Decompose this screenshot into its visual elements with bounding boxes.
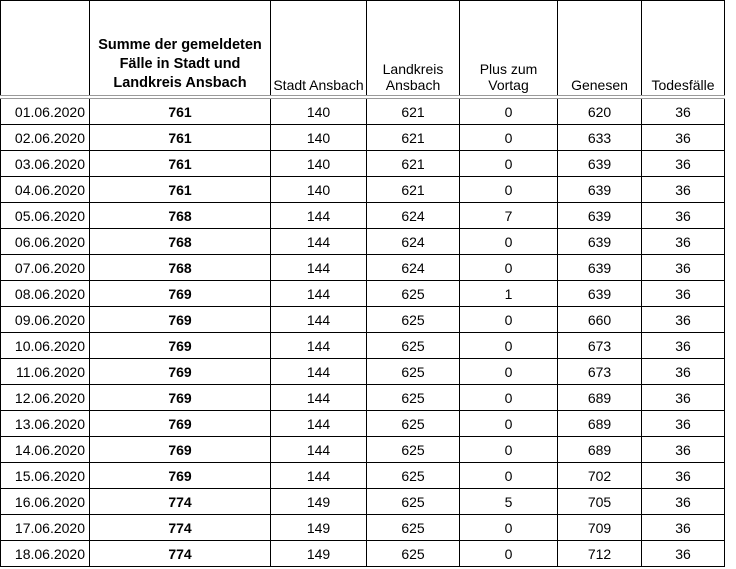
district-cell: 621 [367, 125, 460, 151]
date-cell: 18.06.2020 [1, 541, 90, 567]
header-city: Stadt Ansbach [271, 1, 367, 98]
recovered-cell: 639 [558, 203, 642, 229]
header-recovered: Genesen [558, 1, 642, 98]
total-cases-cell: 768 [90, 255, 271, 281]
deaths-cell: 36 [642, 333, 725, 359]
table-row [1, 151, 725, 177]
district-cell: 625 [367, 437, 460, 463]
plus-previous-day-cell: 0 [460, 385, 558, 411]
city-cell: 149 [271, 541, 367, 567]
date-cell: 03.06.2020 [1, 151, 90, 177]
table-row [1, 489, 725, 515]
district-cell: 625 [367, 281, 460, 307]
recovered-cell: 673 [558, 359, 642, 385]
header-row [1, 1, 725, 98]
plus-previous-day-cell: 0 [460, 515, 558, 541]
date-cell: 02.06.2020 [1, 125, 90, 151]
recovered-cell: 689 [558, 411, 642, 437]
date-cell: 15.06.2020 [1, 463, 90, 489]
deaths-cell: 36 [642, 229, 725, 255]
table-row [1, 463, 725, 489]
date-cell: 09.06.2020 [1, 307, 90, 333]
plus-previous-day-cell: 0 [460, 177, 558, 203]
city-cell: 144 [271, 333, 367, 359]
recovered-cell: 633 [558, 125, 642, 151]
total-cases-cell: 761 [90, 125, 271, 151]
total-cases-cell: 774 [90, 541, 271, 567]
city-cell: 144 [271, 411, 367, 437]
plus-previous-day-cell: 0 [460, 437, 558, 463]
date-cell: 08.06.2020 [1, 281, 90, 307]
header-district: Landkreis Ansbach [367, 1, 460, 98]
table-row [1, 255, 725, 281]
table-row [1, 229, 725, 255]
district-cell: 625 [367, 463, 460, 489]
total-cases-cell: 769 [90, 359, 271, 385]
recovered-cell: 639 [558, 177, 642, 203]
date-cell: 17.06.2020 [1, 515, 90, 541]
table-row [1, 411, 725, 437]
date-cell: 07.06.2020 [1, 255, 90, 281]
district-cell: 625 [367, 307, 460, 333]
recovered-cell: 620 [558, 97, 642, 125]
header-total-cases: Summe der gemeldeten Fälle in Stadt und Landkreis Ansbach [90, 1, 271, 98]
total-cases-cell: 774 [90, 489, 271, 515]
district-cell: 624 [367, 229, 460, 255]
date-cell: 06.06.2020 [1, 229, 90, 255]
district-cell: 625 [367, 489, 460, 515]
district-cell: 625 [367, 359, 460, 385]
deaths-cell: 36 [642, 489, 725, 515]
header-date [1, 1, 90, 98]
total-cases-cell: 769 [90, 281, 271, 307]
recovered-cell: 712 [558, 541, 642, 567]
district-cell: 625 [367, 541, 460, 567]
recovered-cell: 639 [558, 281, 642, 307]
district-cell: 625 [367, 385, 460, 411]
recovered-cell: 639 [558, 255, 642, 281]
total-cases-cell: 769 [90, 385, 271, 411]
date-cell: 11.06.2020 [1, 359, 90, 385]
table-body [1, 97, 725, 567]
deaths-cell: 36 [642, 385, 725, 411]
total-cases-cell: 769 [90, 463, 271, 489]
plus-previous-day-cell: 0 [460, 255, 558, 281]
recovered-cell: 705 [558, 489, 642, 515]
plus-previous-day-cell: 0 [460, 541, 558, 567]
plus-previous-day-cell: 0 [460, 411, 558, 437]
total-cases-cell: 761 [90, 151, 271, 177]
district-cell: 625 [367, 333, 460, 359]
total-cases-cell: 769 [90, 307, 271, 333]
total-cases-cell: 761 [90, 97, 271, 125]
date-cell: 10.06.2020 [1, 333, 90, 359]
district-cell: 621 [367, 177, 460, 203]
total-cases-cell: 774 [90, 515, 271, 541]
table-row [1, 307, 725, 333]
city-cell: 144 [271, 203, 367, 229]
city-cell: 149 [271, 489, 367, 515]
total-cases-cell: 768 [90, 203, 271, 229]
city-cell: 140 [271, 97, 367, 125]
city-cell: 144 [271, 385, 367, 411]
table-row [1, 177, 725, 203]
deaths-cell: 36 [642, 541, 725, 567]
city-cell: 140 [271, 125, 367, 151]
city-cell: 144 [271, 281, 367, 307]
deaths-cell: 36 [642, 281, 725, 307]
total-cases-cell: 769 [90, 333, 271, 359]
district-cell: 624 [367, 255, 460, 281]
deaths-cell: 36 [642, 359, 725, 385]
city-cell: 149 [271, 515, 367, 541]
table-row [1, 333, 725, 359]
plus-previous-day-cell: 0 [460, 359, 558, 385]
city-cell: 144 [271, 229, 367, 255]
date-cell: 04.06.2020 [1, 177, 90, 203]
deaths-cell: 36 [642, 177, 725, 203]
deaths-cell: 36 [642, 515, 725, 541]
district-cell: 624 [367, 203, 460, 229]
date-cell: 13.06.2020 [1, 411, 90, 437]
table-row [1, 515, 725, 541]
deaths-cell: 36 [642, 97, 725, 125]
deaths-cell: 36 [642, 437, 725, 463]
plus-previous-day-cell: 0 [460, 97, 558, 125]
city-cell: 144 [271, 307, 367, 333]
plus-previous-day-cell: 0 [460, 307, 558, 333]
total-cases-cell: 768 [90, 229, 271, 255]
date-cell: 12.06.2020 [1, 385, 90, 411]
district-cell: 625 [367, 411, 460, 437]
date-cell: 16.06.2020 [1, 489, 90, 515]
deaths-cell: 36 [642, 463, 725, 489]
recovered-cell: 702 [558, 463, 642, 489]
plus-previous-day-cell: 7 [460, 203, 558, 229]
plus-previous-day-cell: 1 [460, 281, 558, 307]
plus-previous-day-cell: 0 [460, 125, 558, 151]
city-cell: 144 [271, 359, 367, 385]
deaths-cell: 36 [642, 307, 725, 333]
deaths-cell: 36 [642, 203, 725, 229]
city-cell: 144 [271, 255, 367, 281]
table-row [1, 385, 725, 411]
district-cell: 621 [367, 151, 460, 177]
header-deaths: Todesfälle [642, 1, 725, 98]
recovered-cell: 639 [558, 229, 642, 255]
city-cell: 144 [271, 463, 367, 489]
recovered-cell: 689 [558, 437, 642, 463]
recovered-cell: 673 [558, 333, 642, 359]
table-row [1, 125, 725, 151]
header-plus-previous-day: Plus zum Vortag [460, 1, 558, 98]
table-row [1, 97, 725, 125]
plus-previous-day-cell: 0 [460, 151, 558, 177]
city-cell: 140 [271, 151, 367, 177]
city-cell: 140 [271, 177, 367, 203]
total-cases-cell: 769 [90, 411, 271, 437]
table-row [1, 281, 725, 307]
table-row [1, 541, 725, 567]
total-cases-cell: 769 [90, 437, 271, 463]
city-cell: 144 [271, 437, 367, 463]
total-cases-cell: 761 [90, 177, 271, 203]
deaths-cell: 36 [642, 125, 725, 151]
plus-previous-day-cell: 0 [460, 463, 558, 489]
deaths-cell: 36 [642, 255, 725, 281]
recovered-cell: 709 [558, 515, 642, 541]
date-cell: 05.06.2020 [1, 203, 90, 229]
table-row [1, 203, 725, 229]
deaths-cell: 36 [642, 151, 725, 177]
plus-previous-day-cell: 5 [460, 489, 558, 515]
date-cell: 01.06.2020 [1, 97, 90, 125]
district-cell: 625 [367, 515, 460, 541]
district-cell: 621 [367, 97, 460, 125]
deaths-cell: 36 [642, 411, 725, 437]
recovered-cell: 639 [558, 151, 642, 177]
recovered-cell: 689 [558, 385, 642, 411]
date-cell: 14.06.2020 [1, 437, 90, 463]
table-row [1, 359, 725, 385]
recovered-cell: 660 [558, 307, 642, 333]
table-row [1, 437, 725, 463]
plus-previous-day-cell: 0 [460, 229, 558, 255]
plus-previous-day-cell: 0 [460, 333, 558, 359]
